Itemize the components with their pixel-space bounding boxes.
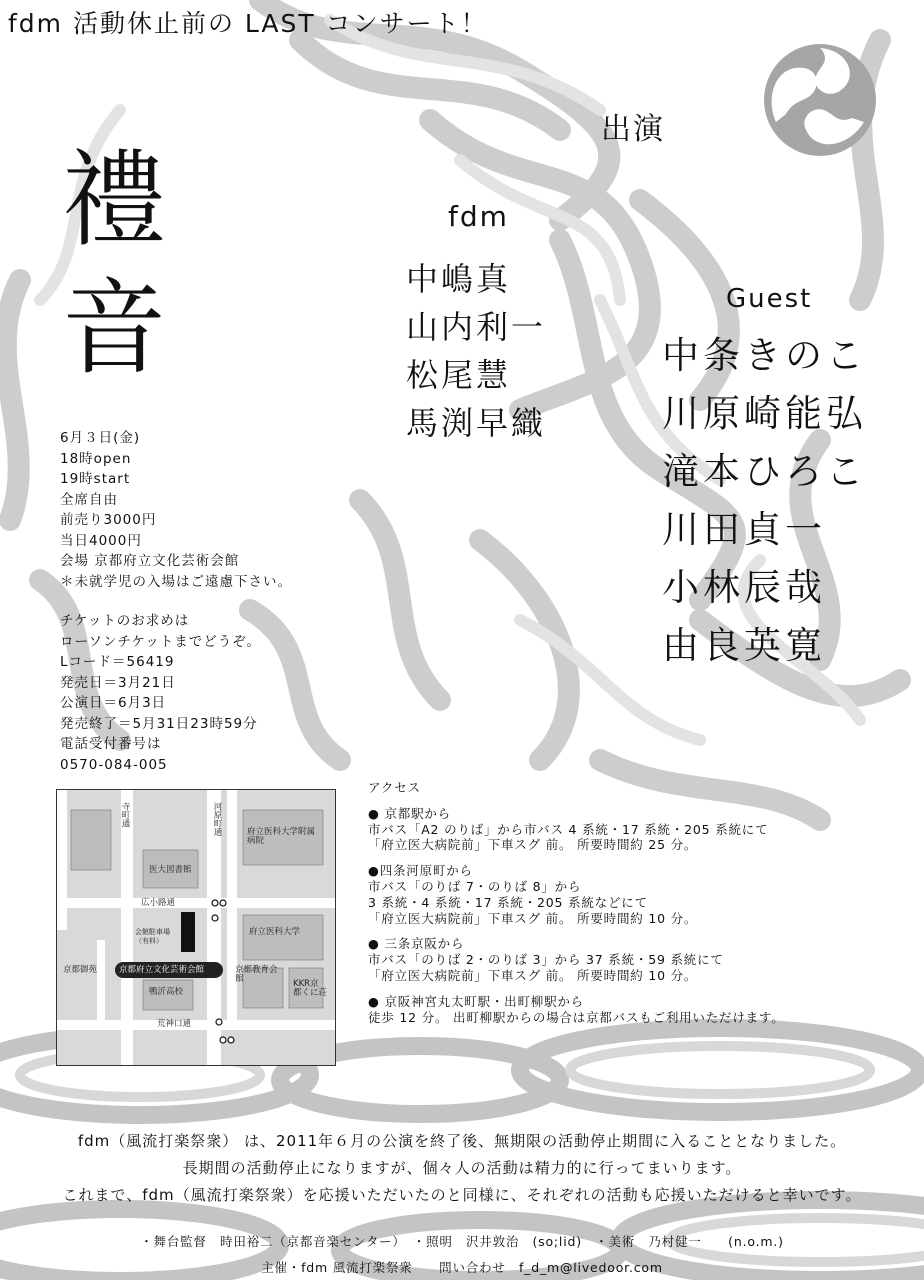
map-label-university: 府立医科大学 xyxy=(249,927,301,937)
access-route-heading: ● 京都駅から xyxy=(368,805,451,821)
event-seating: 全席自由 xyxy=(60,491,118,508)
ticket-line: チケットのお求めは xyxy=(60,613,190,629)
access-route-line: 市バス「A2 のりば」から市バス 4 系統・17 系統・205 系統にて xyxy=(368,821,769,837)
event-start: 19時start xyxy=(60,471,131,487)
ticket-sale-date: 発売日＝3月21日 xyxy=(60,674,176,691)
access-route xyxy=(368,806,785,853)
event-info xyxy=(60,428,292,592)
access-route-line: 市バス「のりば 7・のりば 8」から xyxy=(368,878,582,894)
event-venue: 会場 京都府立文化芸術会館 xyxy=(60,553,240,569)
map-label-teramachi: 寺町通 xyxy=(120,802,130,828)
member-list xyxy=(406,255,546,447)
group-label: fdm xyxy=(448,200,509,233)
guest-name: 小林辰哉 xyxy=(662,566,826,609)
map-label-kojinguchi: 荒神口通 xyxy=(157,1019,192,1029)
event-open: 18時open xyxy=(60,450,132,467)
access-map xyxy=(56,789,336,1066)
guest-name: 由良英寛 xyxy=(662,624,826,667)
ticket-info xyxy=(60,611,261,775)
staff-credits: ・舞台監督 時田裕二（京都音楽センター） ・照明 沢井敦治 (so;lid) ・美術 乃村健一 (n.o.m.) xyxy=(140,1234,784,1249)
access-route-line: 「府立医大病院前」下車スグ 前。 所要時間約 25 分。 xyxy=(368,837,698,853)
map-label-kamogawa-hs: 鴨沂高校 xyxy=(149,987,184,997)
access-route-heading: ● 京阪神宮丸太町駅・出町柳駅から xyxy=(368,993,584,1009)
venue-building xyxy=(181,912,195,952)
notice-line: これまで、fdm（風流打楽祭衆）を応援いただいたのと同様に、それぞれの活動も応援いただけると幸いです。 xyxy=(62,1186,862,1204)
performers-label: 出演 xyxy=(601,112,665,147)
ticket-show-date: 公演日＝6月3日 xyxy=(60,695,167,711)
map-label-parking: 会館駐車場（有料） xyxy=(135,928,170,945)
contact-line: 主催・fdm 風流打楽祭衆 問い合わせ f_d_m@livedoor.com xyxy=(261,1260,663,1275)
access-route xyxy=(368,863,785,926)
title-char-2: 音 xyxy=(62,267,167,389)
access-route-line: 市バス「のりば 2・のりば 3」から 37 系統・59 系統にて xyxy=(368,952,724,968)
title-char-1: 禮 xyxy=(62,139,167,261)
event-door-price: 当日4000円 xyxy=(60,532,142,549)
map-label-kkr: KKR京都くに荘 xyxy=(293,979,328,998)
headline: fdm 活動休止前の LAST コンサート！ xyxy=(8,9,488,38)
guest-name: 中条きのこ xyxy=(662,334,867,377)
map-label-kyosai: 京都教育会館 xyxy=(235,965,278,984)
hiatus-notice xyxy=(0,1128,924,1209)
access-route-line: 3 系統・4 系統・17 系統・205 系統などにて xyxy=(368,894,648,910)
access-title: アクセス xyxy=(368,780,421,795)
map-label-hirokoji: 広小路通 xyxy=(141,898,176,908)
event-note: ＊未就学児の入場はご遠慮下さい。 xyxy=(60,573,292,590)
access-route xyxy=(368,994,785,1026)
access-route-line: 「府立医大病院前」下車スグ 前。 所要時間約 10 分。 xyxy=(368,910,698,926)
guest-name: 滝本ひろこ xyxy=(662,450,867,493)
access-route xyxy=(368,936,785,983)
mitsudomoe-emblem-icon xyxy=(760,40,880,160)
member-name: 松尾慧 xyxy=(406,356,512,394)
map-label-venue: 京都府立文化芸術会館 xyxy=(119,965,205,975)
access-route-line: 「府立医大病院前」下車スグ 前。 所要時間約 10 分。 xyxy=(368,967,698,983)
map-label-kawaramachi: 河原町通 xyxy=(212,802,222,836)
ticket-sale-end: 発売終了＝5月31日23時59分 xyxy=(60,715,258,732)
ticket-lcode: Lコード＝56419 xyxy=(60,654,175,670)
ticket-line: 電話受付番号は xyxy=(60,736,162,752)
event-date: 6月３日(金) xyxy=(60,430,141,446)
guest-name: 川原崎能弘 xyxy=(662,392,867,435)
ticket-line: ローソンチケットまでどうぞ。 xyxy=(60,633,261,650)
notice-line: fdm（風流打楽祭衆） は、2011年６月の公演を終了後、無期限の活動停止期間に入ることとなりました。 xyxy=(77,1132,847,1150)
access-route-line: 徒歩 12 分。 出町柳駅からの場合は京都バスもご利用いただけます。 xyxy=(368,1009,785,1025)
member-name: 馬渕早織 xyxy=(406,404,547,442)
credits xyxy=(0,1229,924,1281)
map-label-library: 医大図書館 xyxy=(149,865,192,875)
map-label-hospital: 府立医科大学附属病院 xyxy=(247,827,316,846)
guest-label: Guest xyxy=(726,284,813,314)
member-name: 中嶋真 xyxy=(406,260,512,298)
access-section xyxy=(368,780,785,1025)
access-route-heading: ● 三条京阪から xyxy=(368,936,465,952)
event-advance-price: 前売り3000円 xyxy=(60,512,157,528)
guest-list xyxy=(662,327,867,675)
ticket-phone: 0570-084-005 xyxy=(60,756,168,773)
notice-line: 長期間の活動停止になりますが、個々人の活動は精力的に行ってまいります。 xyxy=(182,1159,742,1177)
member-name: 山内利一 xyxy=(406,308,547,346)
guest-name: 川田貞一 xyxy=(662,508,826,551)
map-label-gyoen: 京都御苑 xyxy=(63,965,98,975)
access-route-heading: ●四条河原町から xyxy=(368,863,473,879)
